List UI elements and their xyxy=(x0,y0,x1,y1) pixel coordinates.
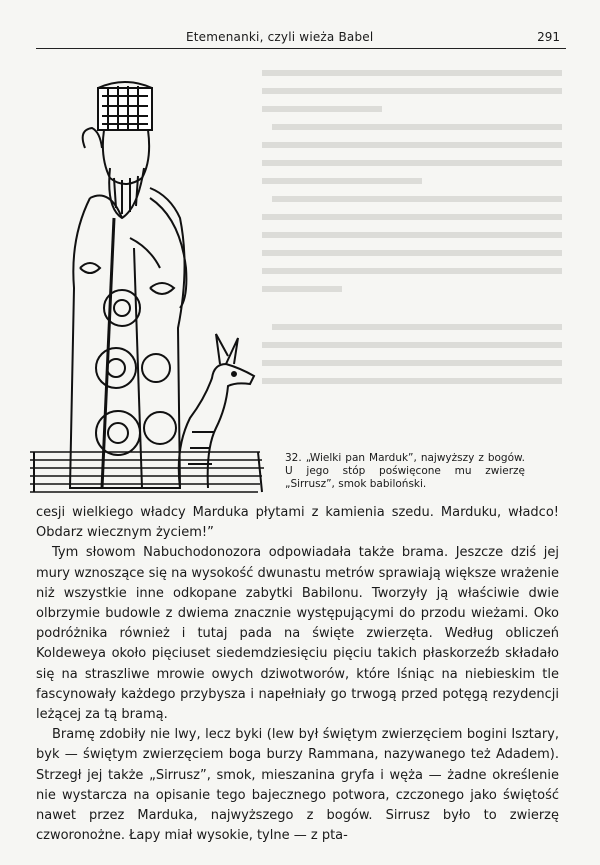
figure-caption: 32. „Wielki pan Marduk”, najwyższy z bogów. U jego stóp poświęcone mu zwierzę „Sirrusz”, smok babiloński. xyxy=(285,452,525,490)
paragraph-3: Bramę zdobiły nie lwy, lecz byki (lew był świętym zwierzęciem bogini Isztary, byk — świętym zwierzęciem boga burzy Rammana, nazywanego też Adadem). Strzegł jej także „Sirrusz”, smok, mieszanina gryfa i węża — żadne określenie nie wystarcza na opisanie tego bajecznego potwora, czczonego jako świętość nawet przez Marduka, najwyższego z bogów. Sirrusz było to zwierzę czworonożne. Łapy miał wysokie, tylne — z pta- xyxy=(36,727,559,844)
paragraph-1: cesji wielkiego władcy Marduka płytami z kamienia szedu. Marduku, władco! Obdarz wiecznym życiem!” xyxy=(36,505,559,541)
show-through-texture xyxy=(262,62,562,392)
running-title: Etemenanki, czyli wieża Babel xyxy=(186,30,374,44)
running-header xyxy=(36,28,566,49)
marduk-drawing xyxy=(30,68,270,498)
marduk-illustration xyxy=(30,68,270,498)
body-text xyxy=(36,503,559,846)
paragraph-2: Tym słowom Nabuchodonozora odpowiadała także brama. Jeszcze dziś jej mury wznoszące się na wysokość dwunastu metrów sprawiają większe wrażenie niż wszystkie inne odkopane zabytki Babilonu. Tworzyły ją właściwie dwie olbrzymie budowle z dwiema znacznie występującymi do przodu wieżami. Oko podróżnika również i tutaj pada na święte zwierzęta. Według obliczeń Koldeweya około pięciuset siedemdziesięciu pięciu takich płaskorzeźb składało się na straszliwe mrowie owych dziwotworów, które lśniąc na niebieskim tle fascynowały każdego przybysza i napełniały go trwogą przed potęgą rezydencji leżącej za tą bramą. xyxy=(36,545,560,723)
show-through-lines xyxy=(262,62,562,392)
page-number: 291 xyxy=(537,30,560,44)
